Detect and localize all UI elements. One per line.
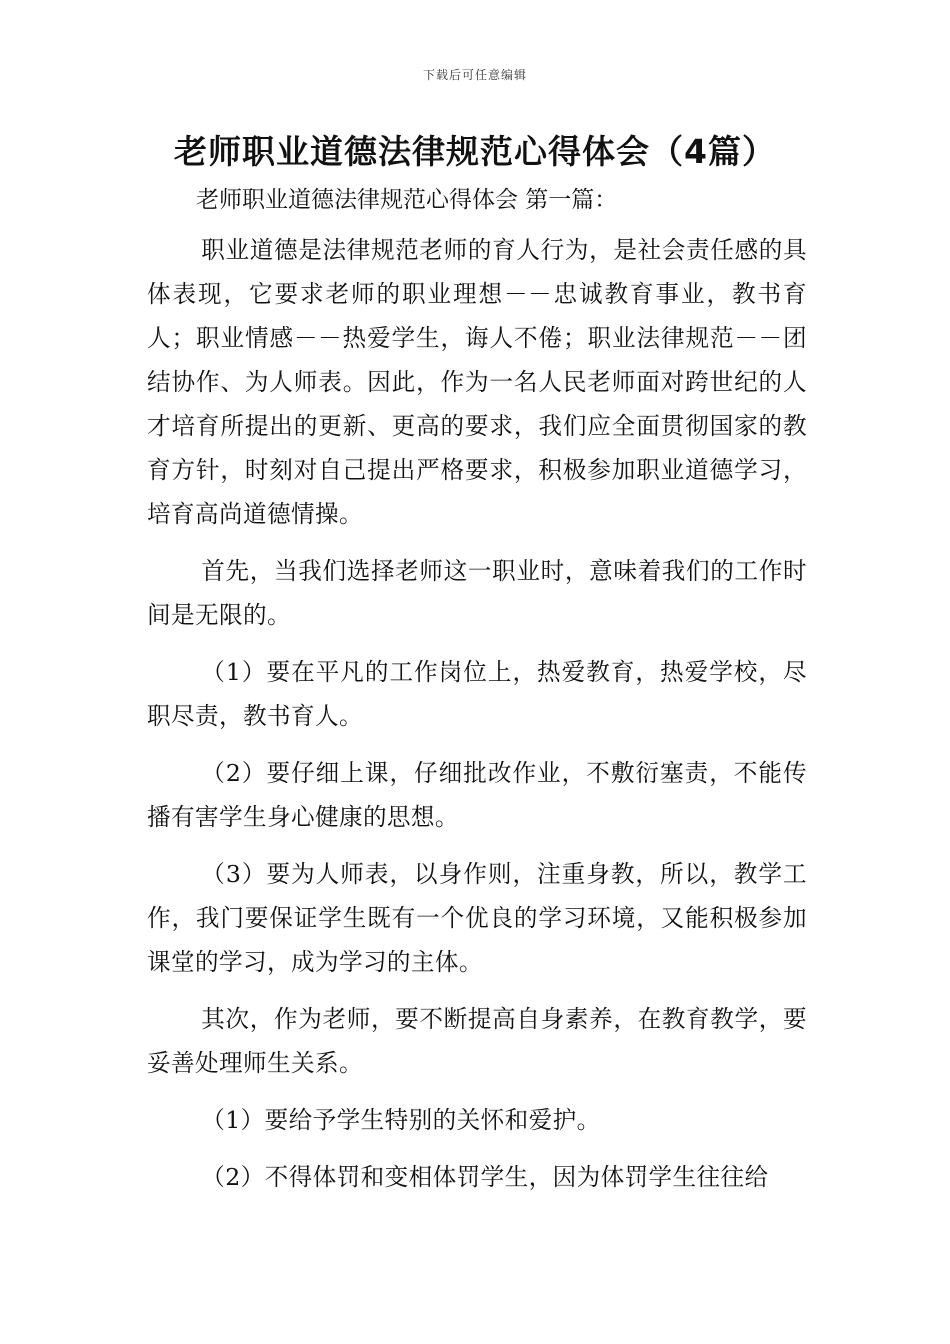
list-item: （2）要仔细上课，仔细批改作业，不敷衍塞责，不能传播有害学生身心健康的思想。 <box>147 759 807 831</box>
list-item: （1）要在平凡的工作岗位上，热爱教育，热爱学校，尽职尽责，教书育人。 <box>147 658 807 730</box>
header-note: 下载后可任意编辑 <box>422 68 527 82</box>
list-item: （1）要给予学生特别的关怀和爱护。 <box>201 1106 601 1134</box>
section-heading: 老师职业道德法律规范心得体会 第一篇： <box>196 187 618 213</box>
document-body <box>147 228 807 1212</box>
list-item: （3）要为人师表，以身作则，注重身教，所以，教学工作，我门要保证学生既有一个优良的学习环境，又能积极参加课堂的学习，成为学习的主体。 <box>147 860 807 976</box>
document-title: 老师职业道德法律规范心得体会（4篇） <box>174 132 776 171</box>
paragraph-intro: 职业道德是法律规范老师的育人行为，是社会责任感的具体表现，它要求老师的职业理想－－忠诚教育事业，教书育人；职业情感－－热爱学生，诲人不倦；职业法律规范－－团结协作、为人师表。因此，作为一名人民老师面对跨世纪的人才培育所提出的更新、更高的要求，我们应全面贯彻国家的教育方针，时刻对自己提出严格要求，积极参加职业道德学习，培育高尚道德情操。 <box>147 236 807 528</box>
list-item: （2）不得体罚和变相体罚学生，因为体罚学生往往给 <box>201 1163 769 1191</box>
paragraph-first: 首先，当我们选择老师这一职业时，意味着我们的工作时间是无限的。 <box>147 557 807 629</box>
paragraph-second: 其次，作为老师，要不断提高自身素养，在教育教学，要妥善处理师生关系。 <box>147 1005 807 1077</box>
